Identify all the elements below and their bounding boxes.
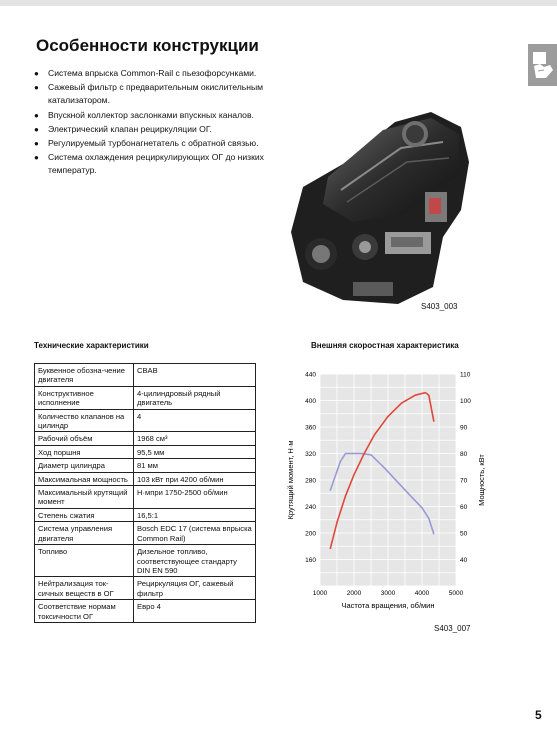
spec-name: Система управления двигателя — [35, 522, 134, 545]
spec-value: Bosch EDC 17 (система впрыска Common Rail) — [134, 522, 256, 545]
spec-name: Буквенное обозна-чение двигателя — [35, 364, 134, 387]
spec-name: Нейтрализация ток-сичных веществ в ОГ — [35, 577, 134, 600]
x-tick-label: 2000 — [346, 590, 362, 597]
spec-value: 103 кВт при 4200 об/мин — [134, 472, 256, 485]
spec-value: Дизельное топливо, соответствующее стандарту DIN EN 590 — [134, 545, 256, 577]
y-tick-label: 160 — [305, 556, 316, 564]
y2-tick-label: 100 — [460, 397, 471, 405]
side-tab — [528, 44, 557, 86]
y-tick-label: 360 — [305, 424, 316, 432]
y-tick-label: 400 — [305, 397, 316, 405]
spec-value: 4-цилиндровый рядный двигатель — [134, 386, 256, 409]
spec-name: Топливо — [35, 545, 134, 577]
features-list — [34, 67, 264, 179]
spec-value: 16,5:1 — [134, 508, 256, 521]
table-row — [35, 386, 256, 409]
spec-value: CBAB — [134, 364, 256, 387]
spec-name: Максимальный крутящий момент — [35, 486, 134, 509]
y2-tick-label: 70 — [460, 477, 468, 485]
y2-tick-label: 40 — [460, 556, 468, 564]
y2-tick-label: 50 — [460, 530, 468, 538]
y2-tick-label: 60 — [460, 503, 468, 511]
spec-value: Н·мпри 1750-2500 об/мин — [134, 486, 256, 509]
x-tick-label: 4000 — [414, 590, 430, 597]
table-row — [35, 459, 256, 472]
specs-title: Технические характеристики — [34, 341, 149, 350]
performance-chart — [283, 360, 488, 618]
list-item: ● Впускной коллектор заслонками впускных каналов. — [34, 109, 264, 122]
table-row — [35, 508, 256, 521]
image-caption: S403_003 — [421, 302, 458, 311]
list-item: ● Сажевый фильтр с предварительным окислительным катализатором. — [34, 81, 264, 107]
y-tick-label: 320 — [305, 450, 316, 458]
spec-name: Соответствие нормам токсичности ОГ — [35, 600, 134, 623]
y2-tick-label: 110 — [460, 371, 471, 379]
x-tick-label: 3000 — [380, 590, 396, 597]
engine-photo — [283, 82, 475, 328]
y-tick-label: 440 — [305, 371, 316, 379]
x-tick-label: 5000 — [448, 590, 464, 597]
y2-axis-label: Мощность, кВт — [477, 454, 486, 506]
table-row — [35, 472, 256, 485]
table-row — [35, 409, 256, 432]
spec-name: Рабочий объём — [35, 432, 134, 445]
x-tick-label: 1000 — [312, 590, 328, 597]
spec-value: 81 мм — [134, 459, 256, 472]
spec-name: Конструктивное исполнение — [35, 386, 134, 409]
spec-name: Ход поршня — [35, 445, 134, 458]
page-title: Особенности конструкции — [36, 36, 259, 55]
chart-title: Внешняя скоростная характеристика — [311, 341, 459, 350]
table-row — [35, 545, 256, 577]
y-tick-label: 240 — [305, 503, 316, 511]
table-row — [35, 522, 256, 545]
x-axis-label: Частота вращения, об/мин — [341, 601, 435, 610]
list-item: ● Электрический клапан рециркуляции ОГ. — [34, 123, 264, 136]
hand-icon — [530, 51, 555, 79]
spec-name: Количество клапанов на цилиндр — [35, 409, 134, 432]
y2-tick-label: 90 — [460, 424, 468, 432]
y-tick-label: 200 — [305, 530, 316, 538]
spec-name: Максимальная мощность — [35, 472, 134, 485]
y-axis-label: Крутящий момент, Н·м — [286, 440, 295, 520]
table-row — [35, 486, 256, 509]
engine-image — [283, 82, 475, 328]
spec-value: 1968 см³ — [134, 432, 256, 445]
page-number: 5 — [535, 708, 542, 722]
header-bar — [0, 0, 557, 6]
y2-tick-label: 80 — [460, 450, 468, 458]
specs-table — [34, 363, 256, 623]
spec-name: Диаметр цилиндра — [35, 459, 134, 472]
chart-caption: S403_007 — [434, 624, 471, 633]
list-item: ● Система охлаждения рециркулирующих ОГ до низких температур. — [34, 151, 264, 177]
spec-name: Степень сжатия — [35, 508, 134, 521]
spec-value: Рециркуляция ОГ, сажевый фильтр — [134, 577, 256, 600]
spec-value: Евро 4 — [134, 600, 256, 623]
list-item: ● Регулируемый турбонагнетатель с обратной связью. — [34, 137, 264, 150]
table-row — [35, 577, 256, 600]
table-row — [35, 445, 256, 458]
table-row — [35, 432, 256, 445]
list-item: ● Система впрыска Common-Rail с пьезофорсунками. — [34, 67, 264, 80]
y-tick-label: 280 — [305, 477, 316, 485]
spec-value: 4 — [134, 409, 256, 432]
spec-value: 95,5 мм — [134, 445, 256, 458]
table-row — [35, 600, 256, 623]
table-row — [35, 364, 256, 387]
